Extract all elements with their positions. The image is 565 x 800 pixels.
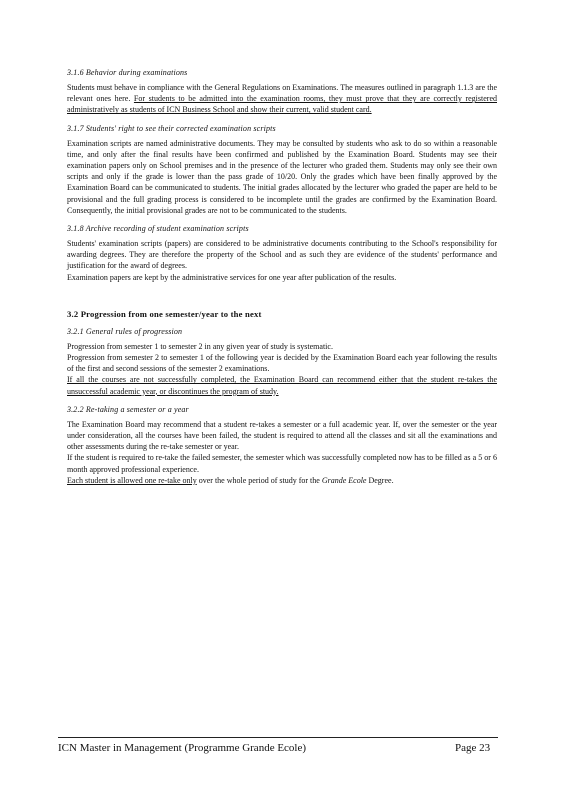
section-heading: 3.1.7 Students' right to see their corrected examination scripts [67,123,276,133]
paragraph-text: over the whole period of study for the [196,475,322,485]
paragraph: Examination papers are kept by the administrative services for one year after publication of the results. [67,272,397,282]
italic-text: Grande Ecole [321,475,367,485]
underlined-text: Each student is allowed one re-take only [67,475,197,485]
footer-title: ICN Master in Management (Programme Grande Ecole) [58,742,307,754]
paragraph-text: Degree. [366,475,394,485]
section-heading: 3.2.1 General rules of progression [67,326,183,336]
paragraph: Examination scripts are named administrative documents. They may be consulted by students who ask to do so within a reasonable time, and only after the final results have been confirmed and published by the Examination Board. Students may see their examination papers only on School premises and in the presence of the lecturer who graded them. Students may only see their own scripts and only if the grade is lower than the pass grade of 10/20. Only the grades which have been finally approved by the Examination Board can be communicated to students. The initial grades allocated by the lecturer who graded the paper are held to be provisional and the full grading process is considered to be incomplete until the grades are confirmed by the Examination Board. Consequently, the initial provisional grades are not to be communicated to the students. [67,138,497,215]
section-heading-3-2: 3.2 Progression from one semester/year to the next [67,308,262,319]
section-heading: 3.1.8 Archive recording of student examination scripts [67,224,249,234]
paragraph [67,475,497,486]
underlined-paragraph: If all the courses are not successfully completed, the Examination Board can recommend either that the student re-takes the unsuccessful academic year, or discontinues the program of study. [67,375,497,396]
section-3-1-7 [67,124,497,216]
paragraph: If the student is required to re-take the failed semester, the semester which was successfully completed now has to be filled as a 5 or 6 month approved professional experience. [67,453,497,474]
paragraph: Students' examination scripts (papers) are considered to be administrative documents contributing to the School's responsibility for awarding degrees. They are therefore the property of the School and as such they are evidence of the students' performance and justification for the award of degrees. [67,239,497,271]
paragraph: Progression from semester 1 to semester 2 in any given year of study is systematic. [67,341,333,351]
section-3-1-8 [67,224,497,283]
section-3-2-1 [67,327,497,397]
underlined-text: For students to be admitted into the examination rooms, they must prove that they are correctly registered administratively as students of ICN Business School and show their current, valid student card. [67,94,497,115]
page-number: Page 23 [455,742,491,754]
paragraph: The Examination Board may recommend that a student re-takes a semester or a full academic year. If, over the semester or the year under consideration, all the courses have been failed, the student is required to attend all the classes and sit all the examinations and other assessments during the re-take semester or year. [67,419,497,452]
section-heading: 3.1.6 Behavior during examinations [67,68,188,77]
footer-divider [58,737,498,738]
section-3-1-6 [67,68,497,116]
page-content [67,68,497,494]
section-heading: 3.2.2 Re-taking a semester or a year [67,404,189,414]
section-3-2-2 [67,405,497,486]
paragraph-text: Students must behave in compliance with the General Regulations on Examinations. The measures outlined in paragraph 1.1.3 are the relevant ones here. [67,83,497,104]
paragraph: Progression from semester 2 to semester 1 of the following year is decided by the Examination Board each year following the results of the first and second sessions of the semester 2 examinations. [67,353,497,374]
paragraph [67,82,497,116]
